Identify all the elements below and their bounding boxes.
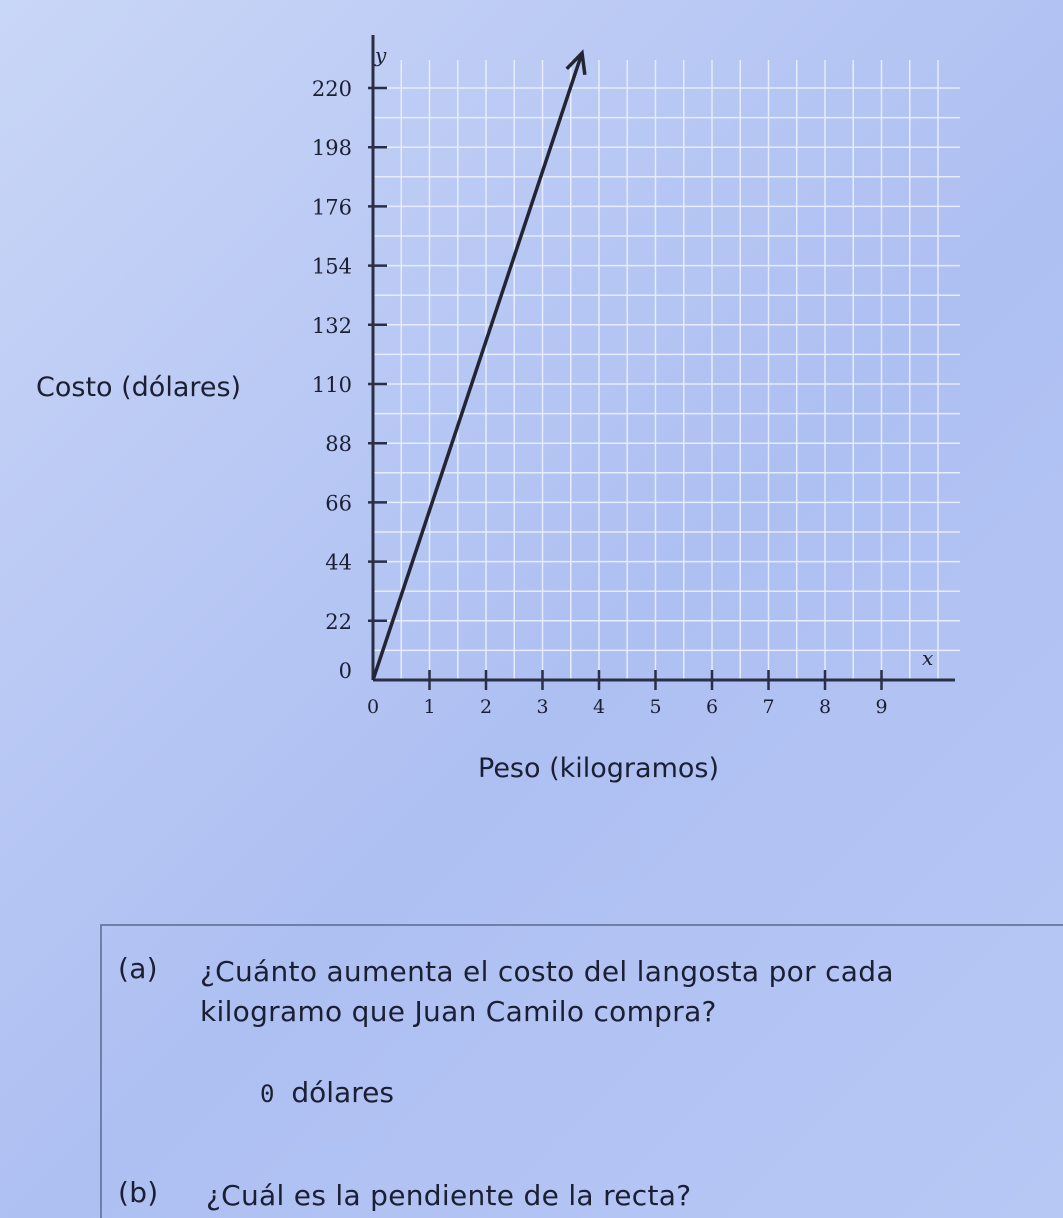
y-tick-label: 110 xyxy=(311,373,352,397)
y-tick-label: 22 xyxy=(325,609,352,634)
y-tick-label: 176 xyxy=(311,195,352,220)
question-a-letter: (a) xyxy=(118,952,158,985)
x-tick-label: 5 xyxy=(649,696,662,718)
question-panel xyxy=(100,924,1063,1218)
x-axis-title: Peso (kilogramos) xyxy=(478,753,719,784)
question-b-letter: (b) xyxy=(118,1176,159,1209)
question-b-text: ¿Cuál es la pendiente de la recta? xyxy=(206,1179,692,1212)
x-tick-label: 2 xyxy=(479,696,493,718)
y-tick-label: 132 xyxy=(311,313,352,338)
axis-layer xyxy=(373,35,955,680)
y-tick-label: 66 xyxy=(325,491,352,516)
answer-a-unit: dólares xyxy=(291,1076,394,1109)
y-axis-title: Costo (dólares) xyxy=(36,372,242,403)
y-tick-label: 220 xyxy=(311,77,352,101)
x-tick-label: 8 xyxy=(818,696,832,718)
x-tick-label: 9 xyxy=(875,696,888,718)
answer-a xyxy=(260,1076,394,1109)
x-tick-label: 6 xyxy=(705,696,719,718)
x-tick-label: 3 xyxy=(536,696,549,718)
y-tick-label: 198 xyxy=(311,136,352,161)
y-tick-label: 0 xyxy=(338,659,352,683)
x-axis-letter: x xyxy=(922,646,934,670)
grid-layer xyxy=(373,60,960,680)
x-tick-label: 7 xyxy=(762,696,775,718)
x-tick-label: 1 xyxy=(423,696,436,718)
y-tick-label: 88 xyxy=(325,432,352,457)
x-tick-label: 0 xyxy=(366,696,380,718)
question-a-text: ¿Cuánto aumenta el costo del langosta por cada kilogramo que Juan Camilo compra? xyxy=(200,955,894,1028)
y-tick-label: 44 xyxy=(325,550,352,575)
y-axis-letter: y xyxy=(375,43,387,67)
answer-a-input[interactable]: 0 xyxy=(260,1080,275,1108)
x-tick-label: 4 xyxy=(592,696,606,718)
y-tick-label: 154 xyxy=(311,254,352,279)
